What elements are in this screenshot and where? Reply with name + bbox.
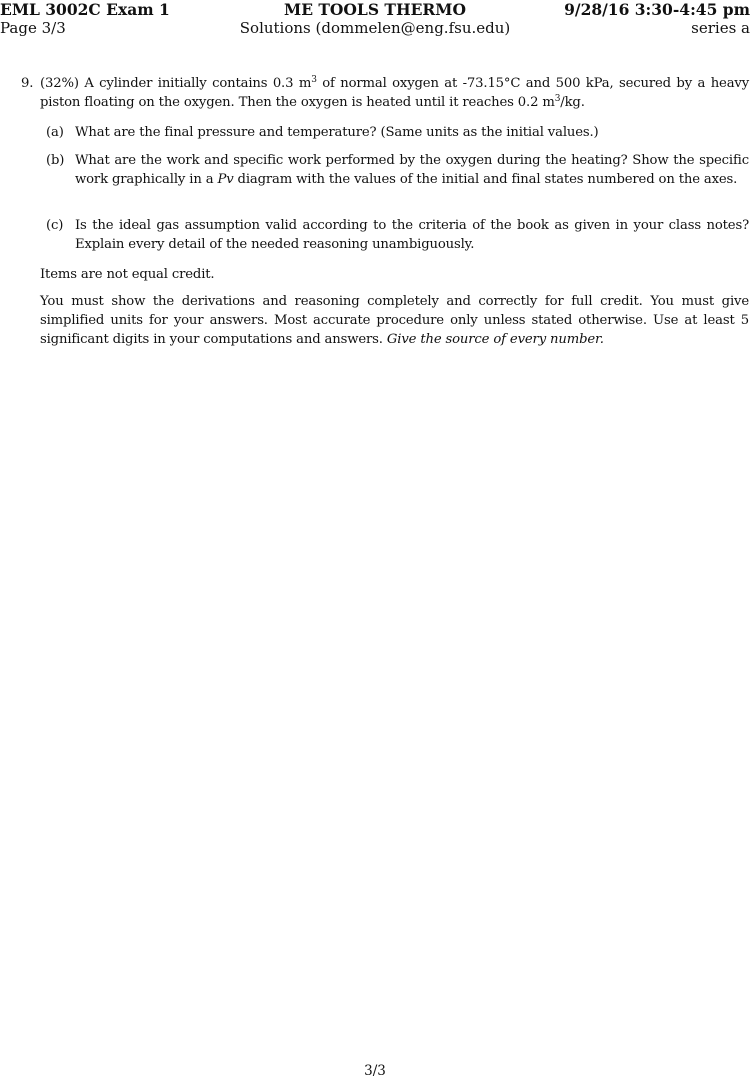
course-title: EML 3002C Exam 1 [0, 0, 170, 19]
page-indicator: Page 3/3 [0, 19, 66, 37]
item-label: (c) [46, 218, 64, 233]
item-b [46, 151, 749, 189]
header-row-1 [0, 0, 750, 20]
credit-note: Items are not equal credit. [40, 267, 215, 282]
item-text: What are the work and specific work performed by the oxygen during the heating? Show the specific work graphically in a Pv diagram with the values of the initial and final states numbered on the axes. [75, 153, 749, 187]
page-number: 3/3 [364, 1063, 386, 1079]
item-label: (b) [46, 153, 65, 168]
source-note: Give the source of every number. [386, 332, 604, 347]
series-label: series a [691, 19, 750, 37]
problem-statement: (32%) A cylinder initially contains 0.3 $m^3$ of normal oxygen at -73.15°C and 500 kPa, secured by a heavy piston floating on the oxygen. Then the oxygen is heated until it reaches 0.2 $m^3/kg$. [40, 75, 750, 110]
exam-datetime: 9/28/16 3:30-4:45 pm [564, 0, 750, 19]
solutions-contact: Solutions (dommelen@eng.fsu.edu) [239, 19, 511, 37]
problem-9 [21, 74, 749, 112]
item-text: Is the ideal gas assumption valid according to the criteria of the book as given in your class notes? Explain every detail of the needed reasoning unambiguously. [75, 218, 749, 252]
problem-number: 9. [21, 76, 34, 91]
item-text: What are the final pressure and temperature? (Same units as the initial values.) [75, 125, 599, 140]
header-row-2 [0, 19, 750, 39]
item-c [46, 216, 749, 254]
topic-title: ME TOOLS THERMO [284, 0, 466, 19]
item-label: (a) [46, 125, 64, 140]
instructions-note: You must show the derivations and reasoning completely and correctly for full credit. You must give simplified units for your answers. Most accurate procedure only unless stated otherwise. Use at least 5 significant digits in your computations and answers. Give the source of every number. [40, 294, 749, 347]
item-a [46, 123, 749, 142]
